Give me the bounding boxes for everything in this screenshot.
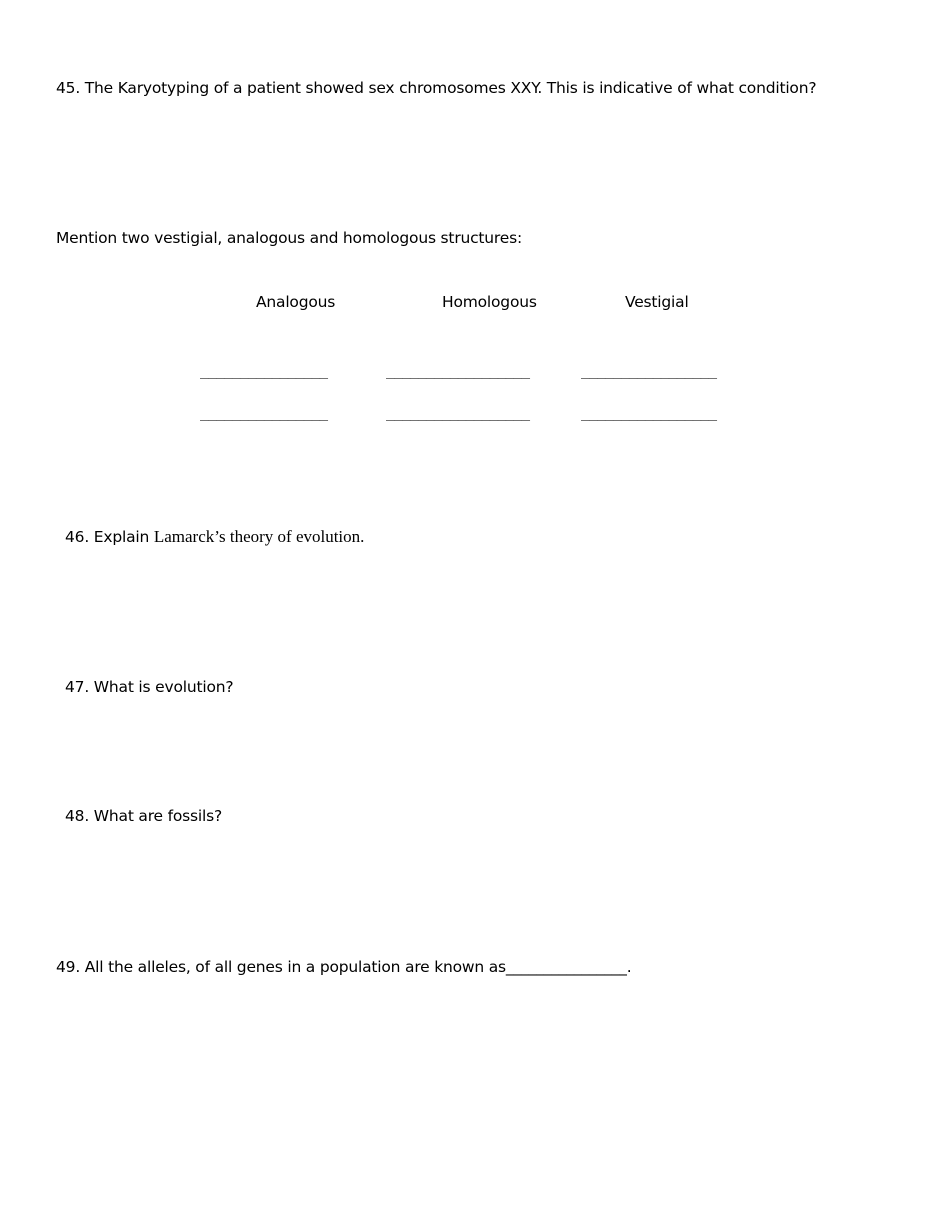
question-49: 49. All the alleles, of all genes in a population are known as________________. [56, 958, 632, 976]
question-46 [65, 527, 364, 547]
answer-blank-homologous-2[interactable]: __________________ [386, 405, 530, 421]
question-45: 45. The Karyotyping of a patient showed sex chromosomes XXY. This is indicative of what condition? [56, 79, 817, 97]
answer-blank-vestigial-2[interactable]: _________________ [581, 405, 717, 421]
column-header-analogous: Analogous [256, 293, 336, 311]
question-47: 47. What is evolution? [65, 678, 234, 696]
answer-blank-homologous-1[interactable]: __________________ [386, 363, 530, 379]
question-46-text: Lamarck’s theory of evolution. [153, 527, 365, 546]
answer-blank-analogous-1[interactable]: ________________ [200, 363, 328, 379]
column-header-vestigial: Vestigial [625, 293, 689, 311]
answer-blank-analogous-2[interactable]: ________________ [200, 405, 328, 421]
column-header-homologous: Homologous [442, 293, 537, 311]
structures-prompt: Mention two vestigial, analogous and homologous structures: [56, 229, 522, 247]
answer-blank-vestigial-1[interactable]: _________________ [581, 363, 717, 379]
question-46-prefix: 46. Explain [65, 528, 154, 546]
question-48: 48. What are fossils? [65, 807, 223, 825]
